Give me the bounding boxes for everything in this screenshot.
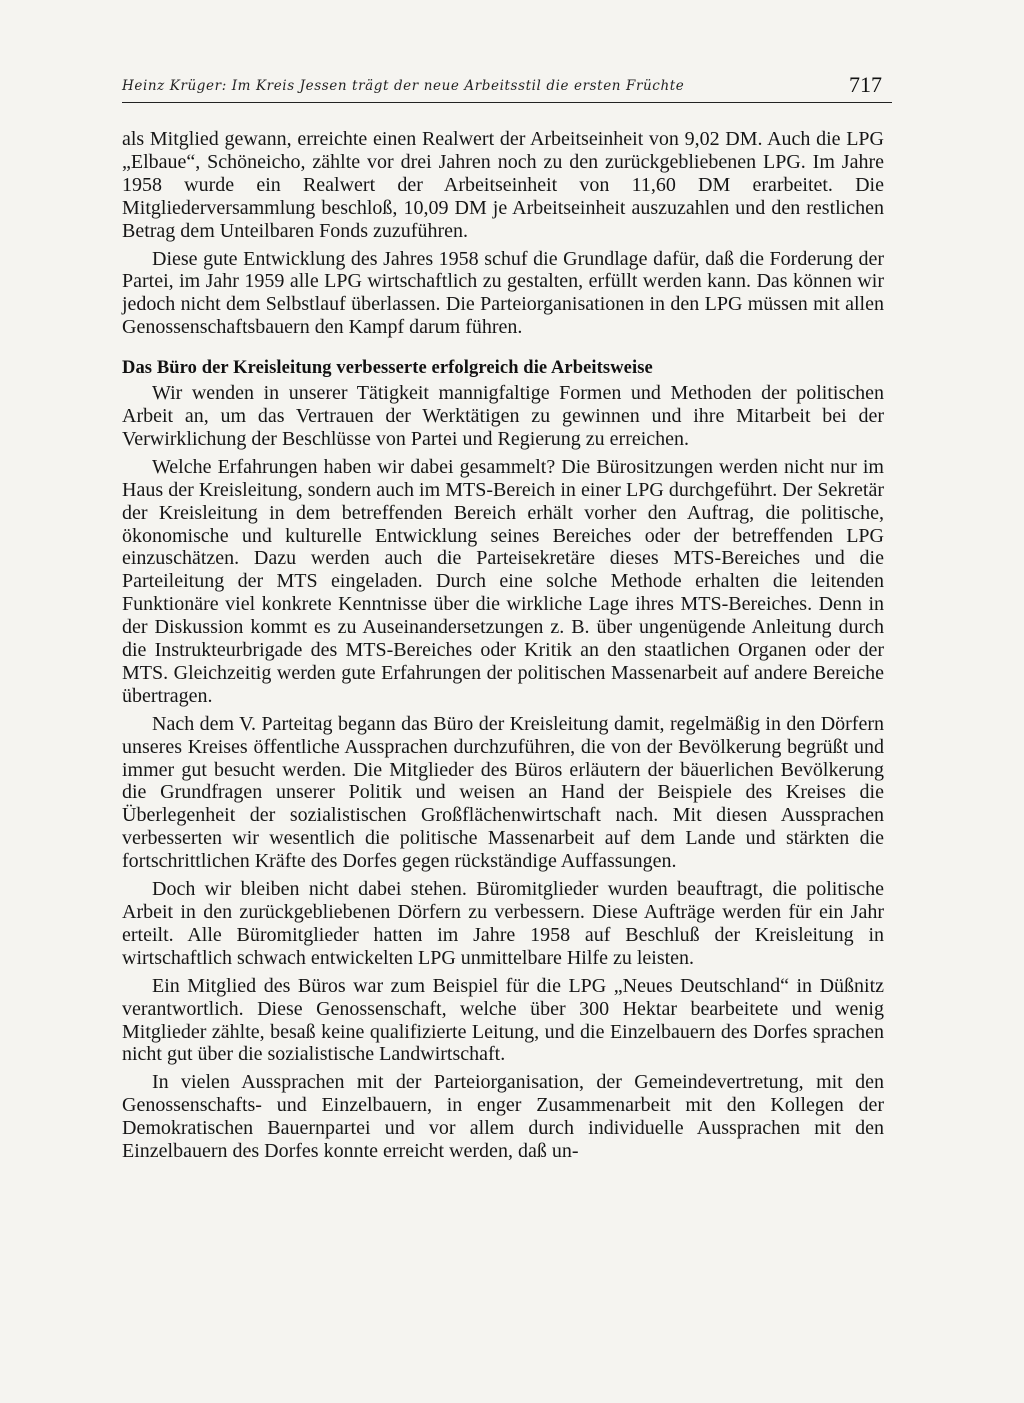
running-header	[122, 72, 892, 103]
paragraph: Diese gute Entwicklung des Jahres 1958 schuf die Grundlage dafür, daß die Forderung der Partei, im Jahr 1959 alle LPG wirtschaftlich zu gestalten, erfüllt werden kann. Das können wir jedoch nicht dem Selbstlauf überlassen. Die Parteiorganisationen in den LPG müssen mit allen Genossenschaftsbauern den Kampf darum führen.	[122, 247, 884, 339]
paragraph: Doch wir bleiben nicht dabei stehen. Büromitglieder wurden beauftragt, die politische Arbeit in den zurückgebliebenen Dörfern zu verbessern. Diese Aufträge werden für ein Jahr erteilt. Alle Büromitglieder hatten im Jahre 1958 auf Beschluß der Kreisleitung in wirtschaftlich schwach entwickelten LPG unmittelbare Hilfe zu leisten.	[122, 878, 884, 969]
running-title: Heinz Krüger: Im Kreis Jessen trägt der neue Arbeitsstil die ersten Früchte	[122, 78, 685, 94]
paragraph: Nach dem V. Parteitag begann das Büro der Kreisleitung damit, regelmäßig in den Dörfern unseres Kreises öffentliche Aussprachen durchzuführen, die von der Bevölkerung begrüßt und immer gut besucht werden. Die Mitglieder des Büros erläutern der bäuerlichen Bevölkerung die Grundfragen unserer Politik und weisen an Hand der Beispiele des Kreises die Überlegenheit der sozialistischen Großflächenwirtschaft nach. Mit diesen Aussprachen verbesserten wir wesentlich die politische Massenarbeit auf dem Lande und stärkten die fortschrittlichen Kräfte des Dorfes gegen rückständige Auffassungen.	[122, 712, 884, 873]
paragraph: Wir wenden in unserer Tätigkeit mannigfaltige Formen und Methoden der politischen Arbeit an, um das Vertrauen der Werktätigen zu gewinnen und ihre Mitarbeit bei der Verwirklichung der Beschlüsse von Partei und Regierung zu erreichen.	[122, 382, 884, 450]
paragraph: als Mitglied gewann, erreichte einen Realwert der Arbeitseinheit von 9,02 DM. Auch die LPG „Elbaue“, Schöneicho, zählte vor drei Jahren noch zu den zurückgebliebenen LPG. Im Jahre 1958 wurde ein Realwert der Arbeitseinheit von 11,60 DM erarbeitet. Die Mitgliederversammlung beschloß, 10,09 DM je Arbeitseinheit auszuzahlen und den restlichen Betrag dem Unteilbaren Fonds zuzuführen.	[122, 128, 884, 242]
paragraph: Ein Mitglied des Büros war zum Beispiel für die LPG „Neues Deutschland“ in Düßnitz verantwortlich. Diese Genossenschaft, welche über 300 Hektar bearbeitete und wenig Mitglieder zählte, besaß keine qualifizierte Leitung, und die Einzelbauern des Dorfes sprachen nicht gut über die sozialistische Landwirtschaft.	[122, 974, 884, 1066]
section-heading: Das Büro der Kreisleitung verbesserte erfolgreich die Arbeitsweise	[122, 358, 653, 379]
paragraph: Welche Erfahrungen haben wir dabei gesammelt? Die Bürositzungen werden nicht nur im Haus der Kreisleitung, sondern auch im MTS-Bereich in einer LPG durchgeführt. Der Sekretär der Kreisleitung in dem betreffenden Bereich erhält vorher den Auftrag, die politische, ökonomische und kulturelle Entwicklung seines Bereiches oder der betreffenden LPG einzuschätzen. Dazu werden auch die Parteisekretäre dieses MTS-Bereiches und die Parteileitung der MTS eingeladen. Durch eine solche Methode erhalten die leitenden Funktionäre viel konkrete Kenntnisse über die wirkliche Lage ihres MTS-Bereiches. Denn in der Diskussion kommt es zu Auseinandersetzungen z. B. über ungenügende Anleitung durch die Instrukteurbrigade des MTS-Bereiches oder Kritik an den staatlichen Organen oder der MTS. Gleichzeitig werden gute Erfahrungen der politischen Massenarbeit auf andere Bereiche übertragen.	[122, 455, 884, 707]
article-body	[122, 128, 884, 1163]
paragraph: In vielen Aussprachen mit der Parteiorganisation, der Gemeindevertretung, mit den Genossenschafts- und Einzelbauern, in enger Zusammenarbeit mit den Kollegen der Demokratischen Bauernpartei und vor allem durch individuelle Aussprachen mit den Einzelbauern des Dorfes konnte erreicht werden, daß un-	[122, 1071, 884, 1163]
page-number: 717	[849, 72, 882, 97]
